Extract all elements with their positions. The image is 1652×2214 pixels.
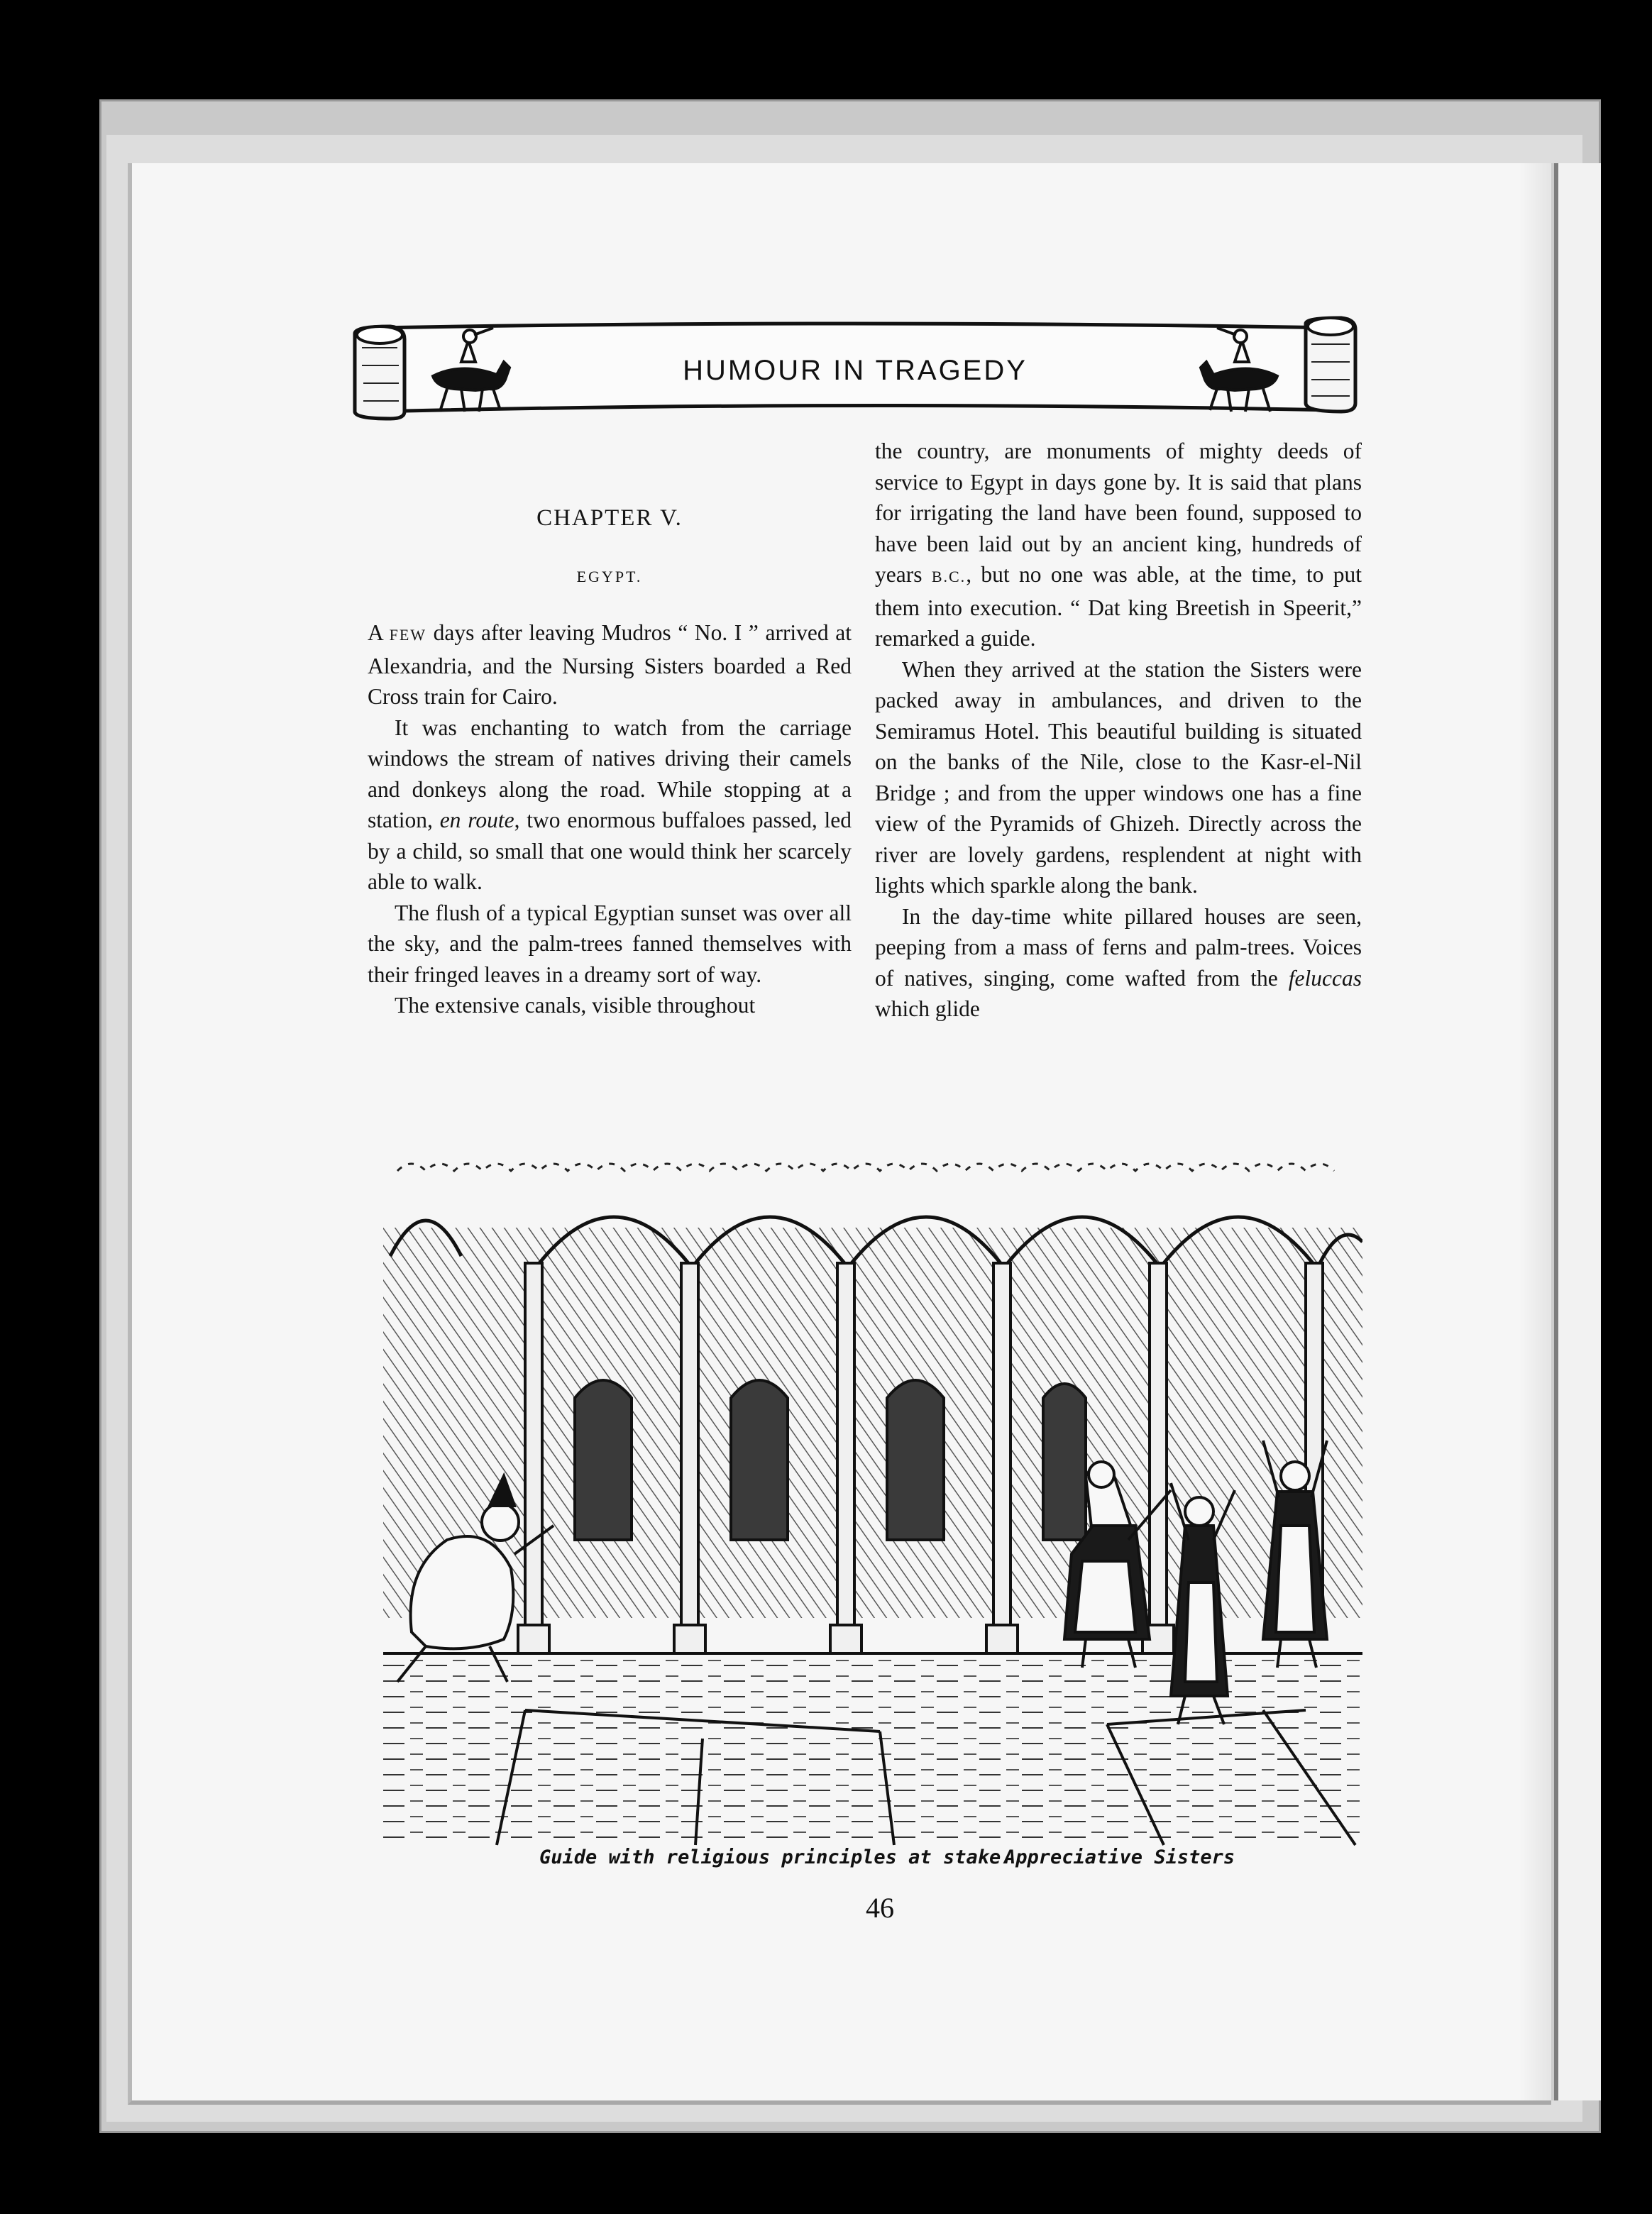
arcade-illustration <box>383 1142 1362 1852</box>
left-column <box>368 617 852 1021</box>
gutter-shadow <box>1519 163 1554 2100</box>
nursing-sister-icon <box>1263 1441 1327 1668</box>
paragraph: The extensive canals, visible throughout <box>395 993 756 1018</box>
page-number: 46 <box>866 1892 894 1924</box>
caption-guide: Guide with religious principles at stake. <box>539 1846 1013 1868</box>
chapter-subheading: EGYPT. <box>576 568 643 585</box>
paragraph: A FEW days after leaving Mudros “ No. I ” arrived at Alexandria, and the Nursing Sisters boarded a Red Cross train for Cairo. <box>368 620 852 709</box>
caption-sisters: Appreciative Sisters <box>1004 1846 1235 1868</box>
arcade-drawing <box>383 1142 1362 1852</box>
paragraph: The flush of a typical Egyptian sunset was over all the sky, and the palm-trees fanned themselves with their fringed leaves in a dreamy sort of way. <box>368 900 852 987</box>
paragraph: It was enchanting to watch from the carriage windows the stream of natives driving their camels and donkeys along the road. While stopping at a station, en route, two enormous buffaloes passed, led by a child, so small that one would think her scarcely able to walk. <box>368 715 852 894</box>
paragraph: In the day-time white pillared houses are seen, peeping from a mass of ferns and palm-trees. Voices of natives, singing, come wafted from the feluccas which glide <box>875 903 1362 1021</box>
right-column <box>875 436 1362 1025</box>
chapter-heading: CHAPTER V. <box>536 505 683 531</box>
paragraph: the country, are monuments of mighty deeds of service to Egypt in days gone by. It is said that plans for irrigating the land have been found, supposed to have been laid out by an ancient king, hundreds of years B.C., but no one was able, at the time, to put them into execution. “ Dat king Breetish in Speerit,” remarked a guide. <box>875 439 1362 651</box>
facing-page-edge <box>1554 163 1601 2100</box>
paragraph: When they arrived at the station the Sisters were packed away in ambulances, and driven to the Semiramus Hotel. This beautiful building is situated on the banks of the Nile, close to the Kasr-el-Nil Bridge ; and from the upper windows one has a fine view of the Pyramids of Ghizeh. Directly across the river are lovely gardens, resplendent at night with lights which sparkle along the bank. <box>875 656 1362 898</box>
running-head: HUMOUR IN TRAGEDY <box>683 355 1028 386</box>
header-scroll <box>348 312 1362 426</box>
